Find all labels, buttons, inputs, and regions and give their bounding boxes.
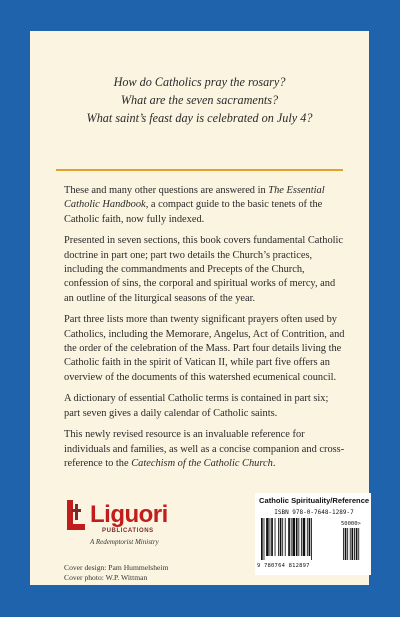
question-1: How do Catholics pray the rosary? xyxy=(113,75,286,89)
addon-bar xyxy=(350,528,351,560)
barcode-bar xyxy=(264,518,265,560)
photo-credit: Cover photo: W.P. Wittman xyxy=(64,573,148,582)
isbn-number: ISBN 978-0-7648-1289-7 xyxy=(274,509,354,516)
barcode-bar xyxy=(280,518,282,556)
barcode-bar xyxy=(270,518,271,556)
barcode-bar xyxy=(303,518,306,556)
paragraph-1-lead: These and many other questions are answered in xyxy=(64,185,269,196)
barcode-bar xyxy=(278,518,279,556)
addon-bar xyxy=(352,528,354,560)
barcode-bar xyxy=(301,518,302,556)
paragraph-5 xyxy=(64,428,347,471)
barcode-bar xyxy=(307,518,308,556)
addon-bar xyxy=(356,528,358,560)
addon-bar xyxy=(354,528,355,560)
liguori-emblem-icon xyxy=(64,498,88,538)
publisher-ministry: A Redemptorist Ministry xyxy=(90,538,159,546)
question-3: What saint’s feast day is celebrated on July 4? xyxy=(86,111,313,125)
cover-credits xyxy=(64,563,168,583)
publisher-name: Liguori xyxy=(90,501,168,528)
paragraph-3: Part three lists more than twenty significant prayers often used by Catholics, including the Memorare, Angelus, Act of Contrition, and the order of the celebration of the Mass. Part four details living the Catholic faith in the spirit of Vatican II, while part five offers an overview of the documents of this watershed ecumenical council. xyxy=(64,314,345,383)
barcode-bar xyxy=(285,518,286,556)
paragraph-5-lead: This newly revised resource is an invaluable reference for individuals and families, as well as a concise companion and cross-reference to the xyxy=(64,429,345,470)
addon-bar xyxy=(358,528,359,560)
price-code: 50000> xyxy=(341,521,361,527)
category-label: Catholic Spirituality/Reference xyxy=(259,496,370,505)
isbn-text xyxy=(259,509,369,516)
barcode-bar xyxy=(275,518,276,556)
publisher-line: PUBLICATIONS xyxy=(102,528,154,534)
addon-bar xyxy=(343,528,344,560)
barcode-bar xyxy=(288,518,290,556)
divider-rule xyxy=(56,169,343,171)
paragraph-1-rest: , a compact guide to the basic tenets of the Catholic faith, now fully indexed. xyxy=(64,199,323,225)
barcode-bar xyxy=(292,518,295,556)
paragraph-4: A dictionary of essential Catholic terms is contained in part six; part seven gives a daily calendar of Catholic saints. xyxy=(64,393,329,419)
addon-bar xyxy=(347,528,348,560)
question-2: What are the seven sacraments? xyxy=(120,93,279,107)
paragraph-5-rest: . xyxy=(272,458,276,470)
addon-bar xyxy=(345,528,347,560)
barcode-label xyxy=(255,493,371,575)
barcode-bar xyxy=(296,518,298,556)
barcode-bar xyxy=(266,518,269,556)
design-credit: Cover design: Pam Hummelsheim xyxy=(64,563,169,572)
paragraph-1 xyxy=(64,184,347,227)
question-block xyxy=(30,73,369,127)
book-title: The Essential Catholic Handbook xyxy=(64,185,325,211)
barcode-bar xyxy=(282,518,283,556)
description-body xyxy=(64,184,347,479)
barcode-bar xyxy=(311,518,312,560)
ean-digits: 9 780764 812897 xyxy=(257,563,310,569)
barcode-bar xyxy=(298,518,299,556)
barcode-bar xyxy=(309,518,311,556)
back-cover-panel xyxy=(30,31,369,585)
catechism-title: Catechism of the Catholic Church xyxy=(131,458,273,470)
barcode-bar xyxy=(261,518,263,560)
barcode-bar xyxy=(291,518,292,556)
barcode-bar xyxy=(271,518,273,556)
paragraph-2: Presented in seven sections, this book covers fundamental Catholic doctrine in part one; part two details the Church’s practices, including the commandments and Precepts of the Church, confession of sins, the corporal and spiritual works of mercy, and an outline of the liturgical seasons of the year. xyxy=(64,235,344,304)
